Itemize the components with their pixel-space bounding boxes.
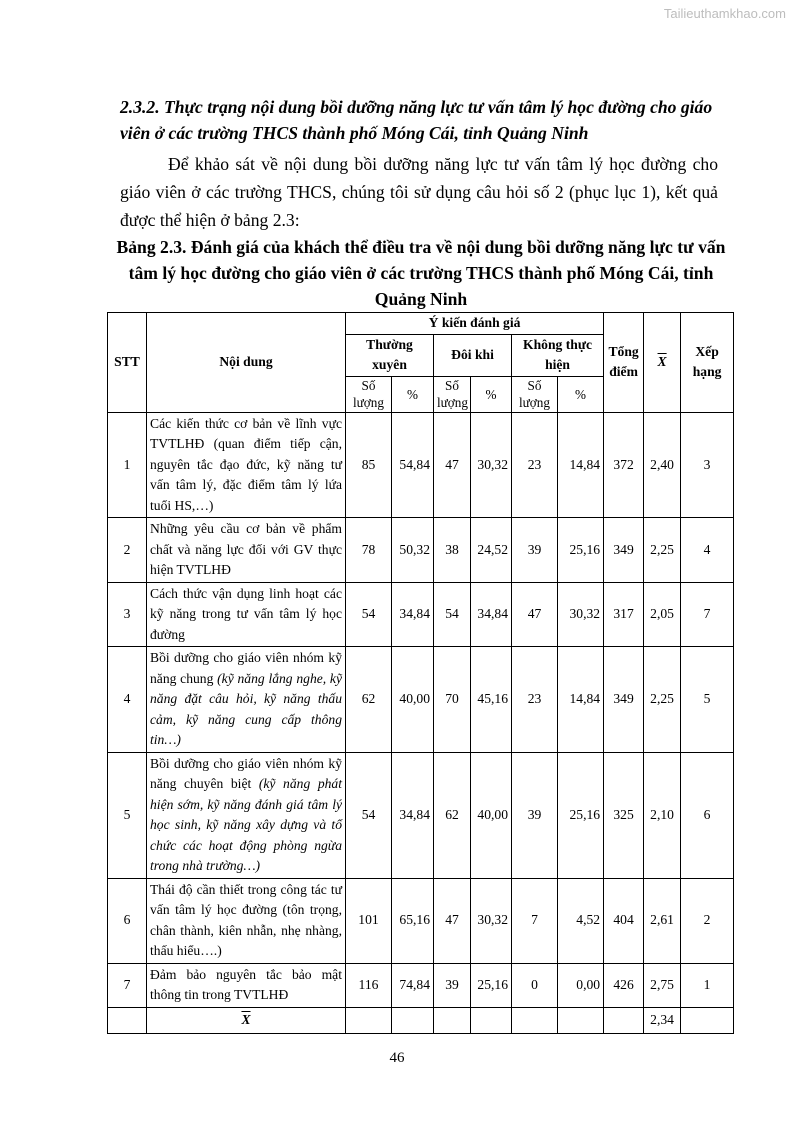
cell-often-n: 62	[346, 647, 392, 753]
row-stt: 4	[108, 647, 147, 753]
table-row	[108, 582, 734, 647]
cell-never-n: 39	[512, 752, 558, 878]
cell-often-p: 50,32	[392, 518, 434, 583]
row-content-italic: (kỹ năng lắng nghe, kỹ năng đặt câu hỏi, kỹ năng thấu cảm, kỹ năng cung cấp thông tin…)	[150, 670, 342, 747]
row-content	[147, 963, 346, 1007]
cell-never-p: 25,16	[558, 752, 604, 878]
table-caption: Bảng 2.3. Đánh giá của khách thể điều tra về nội dung bồi dưỡng năng lực tư vấn tâm lý học đường cho giáo viên ở các trường THCS thành phố Móng Cái, tỉnh Quảng Ninh	[116, 237, 726, 309]
cell-never-p: 25,16	[558, 518, 604, 583]
cell-mean: 2,40	[644, 412, 681, 518]
header-rank: Xếp hạng	[681, 313, 734, 413]
row-stt: 2	[108, 518, 147, 583]
cell-some-p: 45,16	[471, 647, 512, 753]
cell-often-p: 34,84	[392, 582, 434, 647]
cell-mean: 2,75	[644, 963, 681, 1007]
mean-symbol: $\overline{X}$	[657, 354, 667, 369]
cell-often-n: 54	[346, 582, 392, 647]
row-content-text: Thái độ cần thiết trong công tác tư vấn tâm lý học đường (tôn trọng, chân thành, kiên nhẫn, nhẹ nhàng, thấu hiểu….)	[150, 881, 342, 958]
cell-rank: 1	[681, 963, 734, 1007]
cell-never-n: 0	[512, 963, 558, 1007]
cell-some-p: 24,52	[471, 518, 512, 583]
cell-rank: 2	[681, 878, 734, 963]
row-content-text: Các kiến thức cơ bản về lĩnh vực TVTLHĐ (quan điểm tiếp cận, nguyên tắc đạo đức, kỹ năng tư vấn tâm lý, đặc điểm tâm lý lứa tuổi HS,…)	[150, 415, 342, 513]
cell-total: 317	[604, 582, 644, 647]
cell-some-p: 25,16	[471, 963, 512, 1007]
cell-total: 426	[604, 963, 644, 1007]
intro-paragraph: Để khảo sát về nội dung bồi dưỡng năng lực tư vấn tâm lý học đường cho giáo viên ở các trường THCS, chúng tôi sử dụng câu hỏi số 2 (phục lục 1), kết quả được thể hiện ở bảng 2.3:	[120, 154, 718, 230]
cell-rank: 6	[681, 752, 734, 878]
cell-some-n: 62	[434, 752, 471, 878]
table-row	[108, 412, 734, 518]
row-stt: 3	[108, 582, 147, 647]
footer-empty	[108, 1007, 147, 1033]
row-content	[147, 878, 346, 963]
header-total: Tổng điểm	[604, 313, 644, 413]
cell-mean: 2,05	[644, 582, 681, 647]
cell-total: 372	[604, 412, 644, 518]
cell-some-n: 54	[434, 582, 471, 647]
cell-often-p: 54,84	[392, 412, 434, 518]
watermark: Tailieuthamkhao.com	[663, 6, 786, 21]
row-content-italic: (kỹ năng phát hiện sớm, kỹ năng đánh giá tâm lý học sinh, kỹ năng xây dựng và tổ chức các hoạt động phòng ngừa trong nhà trường…)	[150, 776, 342, 873]
row-content-text: Đảm bảo nguyên tắc bảo mật thông tin trong TVTLHĐ	[150, 966, 342, 1002]
cell-total: 325	[604, 752, 644, 878]
page-number: 46	[389, 1050, 405, 1066]
header-mean	[644, 313, 681, 413]
header-percent: %	[392, 376, 434, 412]
cell-some-n: 39	[434, 963, 471, 1007]
row-content-text: Bồi dưỡng cho giáo viên nhóm kỹ năng chuyên biệt	[150, 755, 342, 791]
cell-some-p: 34,84	[471, 582, 512, 647]
cell-some-p: 30,32	[471, 878, 512, 963]
header-count: Số lượng	[434, 376, 471, 412]
cell-some-p: 40,00	[471, 752, 512, 878]
cell-mean: 2,25	[644, 518, 681, 583]
header-percent: %	[558, 376, 604, 412]
section-heading: 2.3.2. Thực trạng nội dung bồi dưỡng năng lực tư vấn tâm lý học đường cho giáo viên ở các trường THCS thành phố Móng Cái, tỉnh Quảng Ninh	[120, 97, 713, 143]
cell-often-p: 65,16	[392, 878, 434, 963]
cell-never-p: 14,84	[558, 647, 604, 753]
header-content: Nội dung	[147, 313, 346, 413]
cell-rank: 4	[681, 518, 734, 583]
cell-never-p: 0,00	[558, 963, 604, 1007]
table-row	[108, 752, 734, 878]
cell-often-p: 40,00	[392, 647, 434, 753]
cell-rank: 5	[681, 647, 734, 753]
row-content-text: Bồi dưỡng cho giáo viên nhóm kỹ năng chung	[150, 650, 342, 686]
cell-often-n: 54	[346, 752, 392, 878]
row-stt: 5	[108, 752, 147, 878]
footer-mean-value: 2,34	[644, 1007, 681, 1033]
header-often: Thường xuyên	[346, 334, 434, 376]
cell-often-p: 34,84	[392, 752, 434, 878]
cell-total: 349	[604, 647, 644, 753]
cell-never-p: 30,32	[558, 582, 604, 647]
table-row	[108, 963, 734, 1007]
evaluation-table	[107, 312, 734, 1034]
cell-often-n: 116	[346, 963, 392, 1007]
cell-some-n: 70	[434, 647, 471, 753]
cell-rank: 3	[681, 412, 734, 518]
header-count: Số lượng	[512, 376, 558, 412]
cell-often-p: 74,84	[392, 963, 434, 1007]
cell-rank: 7	[681, 582, 734, 647]
cell-some-n: 47	[434, 412, 471, 518]
row-content	[147, 518, 346, 583]
row-stt: 7	[108, 963, 147, 1007]
table-row	[108, 518, 734, 583]
header-opinion: Ý kiến đánh giá	[346, 313, 604, 335]
cell-mean: 2,10	[644, 752, 681, 878]
table-row	[108, 878, 734, 963]
cell-often-n: 101	[346, 878, 392, 963]
mean-symbol: $\overline{X}$	[241, 1011, 251, 1027]
cell-never-p: 14,84	[558, 412, 604, 518]
row-content	[147, 582, 346, 647]
cell-some-n: 47	[434, 878, 471, 963]
cell-never-n: 23	[512, 412, 558, 518]
header-count: Số lượng	[346, 376, 392, 412]
cell-mean: 2,61	[644, 878, 681, 963]
cell-total: 349	[604, 518, 644, 583]
table-row	[108, 647, 734, 753]
cell-never-p: 4,52	[558, 878, 604, 963]
cell-never-n: 39	[512, 518, 558, 583]
row-content	[147, 647, 346, 753]
cell-often-n: 78	[346, 518, 392, 583]
cell-some-p: 30,32	[471, 412, 512, 518]
row-content	[147, 412, 346, 518]
cell-mean: 2,25	[644, 647, 681, 753]
row-content-text: Những yêu cầu cơ bản về phẩm chất và năng lực đối với GV thực hiện TVTLHĐ	[150, 521, 342, 577]
cell-never-n: 47	[512, 582, 558, 647]
cell-never-n: 23	[512, 647, 558, 753]
row-content	[147, 752, 346, 878]
cell-some-n: 38	[434, 518, 471, 583]
row-content-text: Cách thức vận dụng linh hoạt các kỹ năng trong tư vấn tâm lý học đường	[150, 585, 342, 642]
header-never: Không thực hiện	[512, 334, 604, 376]
cell-often-n: 85	[346, 412, 392, 518]
header-percent: %	[471, 376, 512, 412]
cell-never-n: 7	[512, 878, 558, 963]
cell-total: 404	[604, 878, 644, 963]
header-stt: STT	[108, 313, 147, 413]
footer-mean-label	[147, 1007, 346, 1033]
header-sometimes: Đôi khi	[434, 334, 512, 376]
row-stt: 6	[108, 878, 147, 963]
row-stt: 1	[108, 412, 147, 518]
